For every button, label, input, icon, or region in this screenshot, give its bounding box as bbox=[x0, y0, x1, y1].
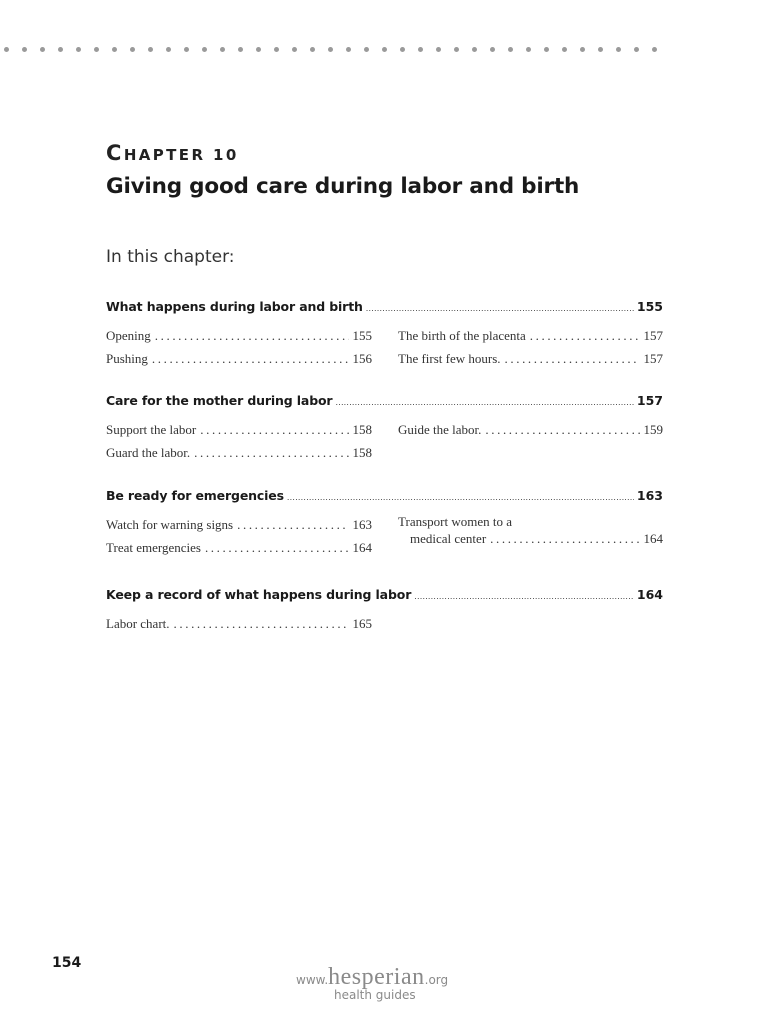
intro-heading: In this chapter: bbox=[106, 247, 235, 267]
border-dot bbox=[166, 47, 171, 52]
border-dot bbox=[22, 47, 27, 52]
border-dot bbox=[544, 47, 549, 52]
toc-entry-page: 165 bbox=[352, 616, 372, 631]
border-dot bbox=[310, 47, 315, 52]
border-dot bbox=[652, 47, 657, 52]
footer-brand-name: hesperian bbox=[328, 964, 425, 990]
border-dot bbox=[364, 47, 369, 52]
border-dot bbox=[490, 47, 495, 52]
toc-section-heading[interactable] bbox=[106, 488, 663, 506]
dot-leader bbox=[366, 304, 634, 313]
dot-leader bbox=[237, 513, 348, 536]
toc-entry-page: 164 bbox=[643, 531, 663, 546]
toc-entry[interactable] bbox=[398, 513, 663, 547]
border-dot bbox=[256, 47, 261, 52]
chapter-label-rest: HAPTER 10 bbox=[123, 146, 239, 164]
border-dot bbox=[454, 47, 459, 52]
dot-leader bbox=[205, 536, 349, 559]
dot-leader bbox=[530, 324, 640, 347]
toc-entry[interactable] bbox=[106, 441, 372, 464]
chapter-label-initial: C bbox=[106, 141, 124, 165]
toc-section-page: 163 bbox=[636, 488, 663, 503]
toc-entry[interactable] bbox=[106, 347, 372, 370]
border-dot bbox=[436, 47, 441, 52]
toc-entry-label: Pushing bbox=[106, 351, 148, 366]
dot-leader bbox=[194, 441, 348, 464]
border-dot bbox=[220, 47, 225, 52]
toc-section bbox=[106, 393, 663, 460]
decorative-dot-border bbox=[0, 44, 675, 56]
toc-section-title: Care for the mother during labor bbox=[106, 393, 333, 408]
toc-entry-label: Opening bbox=[106, 328, 151, 343]
toc-entry[interactable] bbox=[398, 324, 663, 347]
border-dot bbox=[580, 47, 585, 52]
border-dot bbox=[634, 47, 639, 52]
toc-entry[interactable] bbox=[106, 324, 372, 347]
border-dot bbox=[184, 47, 189, 52]
border-dot bbox=[616, 47, 621, 52]
border-dot bbox=[274, 47, 279, 52]
page-number: 154 bbox=[52, 955, 82, 971]
border-dot bbox=[346, 47, 351, 52]
toc-entry-page: 158 bbox=[352, 445, 372, 460]
toc-entry-page: 156 bbox=[352, 351, 372, 366]
border-dot bbox=[526, 47, 531, 52]
toc-entry-label: The birth of the placenta bbox=[398, 328, 526, 343]
toc-section-heading[interactable] bbox=[106, 393, 663, 411]
toc-entry-label: Labor chart. bbox=[106, 616, 170, 631]
chapter-title: Giving good care during labor and birth bbox=[106, 174, 580, 199]
toc-section-page: 157 bbox=[636, 393, 663, 408]
border-dot bbox=[58, 47, 63, 52]
border-dot bbox=[382, 47, 387, 52]
border-dot bbox=[508, 47, 513, 52]
toc-entry[interactable] bbox=[106, 418, 372, 441]
border-dot bbox=[40, 47, 45, 52]
toc-entry-label: Watch for warning signs bbox=[106, 517, 234, 532]
border-dot bbox=[400, 47, 405, 52]
toc-section-heading[interactable] bbox=[106, 587, 663, 605]
border-dot bbox=[4, 47, 9, 52]
toc-entry-page: 157 bbox=[643, 351, 663, 366]
footer-tagline: health guides bbox=[334, 988, 416, 1002]
toc-entry[interactable] bbox=[398, 418, 663, 441]
toc-section-heading[interactable] bbox=[106, 299, 663, 317]
border-dot bbox=[292, 47, 297, 52]
border-dot bbox=[148, 47, 153, 52]
footer-www: www. bbox=[296, 973, 329, 987]
dot-leader bbox=[335, 398, 633, 407]
toc-entry-page: 158 bbox=[352, 422, 372, 437]
toc-section-page: 164 bbox=[636, 587, 663, 602]
border-dot bbox=[238, 47, 243, 52]
dot-leader bbox=[200, 418, 348, 441]
dot-leader bbox=[485, 418, 639, 441]
border-dot bbox=[418, 47, 423, 52]
toc-entry[interactable] bbox=[106, 513, 372, 536]
dot-leader bbox=[505, 347, 640, 370]
dot-leader bbox=[490, 530, 639, 547]
toc-entry-label: The first few hours. bbox=[398, 351, 501, 366]
dot-leader bbox=[152, 347, 349, 370]
toc-entry-label: Treat emergencies bbox=[106, 540, 201, 555]
border-dot bbox=[598, 47, 603, 52]
toc-entry[interactable] bbox=[106, 536, 372, 559]
toc-entry-page: 155 bbox=[352, 328, 372, 343]
dot-leader bbox=[174, 612, 349, 635]
toc-entry-label: Support the labor bbox=[106, 422, 197, 437]
toc-entry[interactable] bbox=[106, 612, 372, 635]
border-dot bbox=[328, 47, 333, 52]
border-dot bbox=[112, 47, 117, 52]
toc-section bbox=[106, 488, 663, 555]
dot-leader bbox=[414, 592, 634, 601]
hesperian-footer-logo[interactable] bbox=[296, 964, 476, 1002]
toc-section-page: 155 bbox=[636, 299, 663, 314]
border-dot bbox=[202, 47, 207, 52]
border-dot bbox=[472, 47, 477, 52]
footer-org: .org bbox=[424, 973, 449, 987]
dot-leader bbox=[155, 324, 349, 347]
border-dot bbox=[76, 47, 81, 52]
toc-section-title: Be ready for emergencies bbox=[106, 488, 284, 503]
dot-leader bbox=[287, 493, 634, 502]
border-dot bbox=[130, 47, 135, 52]
toc-entry-page: 163 bbox=[352, 517, 372, 532]
toc-section-title: What happens during labor and birth bbox=[106, 299, 363, 314]
toc-section bbox=[106, 587, 663, 631]
border-dot bbox=[562, 47, 567, 52]
toc-entry-page: 164 bbox=[352, 540, 372, 555]
toc-section bbox=[106, 299, 663, 366]
toc-entry[interactable] bbox=[398, 347, 663, 370]
chapter-label bbox=[106, 141, 239, 165]
toc-section-title: Keep a record of what happens during labor bbox=[106, 587, 412, 602]
border-dot bbox=[94, 47, 99, 52]
toc-entry-label: Guard the labor. bbox=[106, 445, 191, 460]
toc-entry-label: Guide the labor. bbox=[398, 422, 482, 437]
toc-entry-page: 159 bbox=[643, 422, 663, 437]
toc-entry-label: Transport women to a bbox=[398, 514, 512, 529]
toc-entry-label-continued: medical center bbox=[410, 531, 487, 546]
toc-entry-page: 157 bbox=[643, 328, 663, 343]
